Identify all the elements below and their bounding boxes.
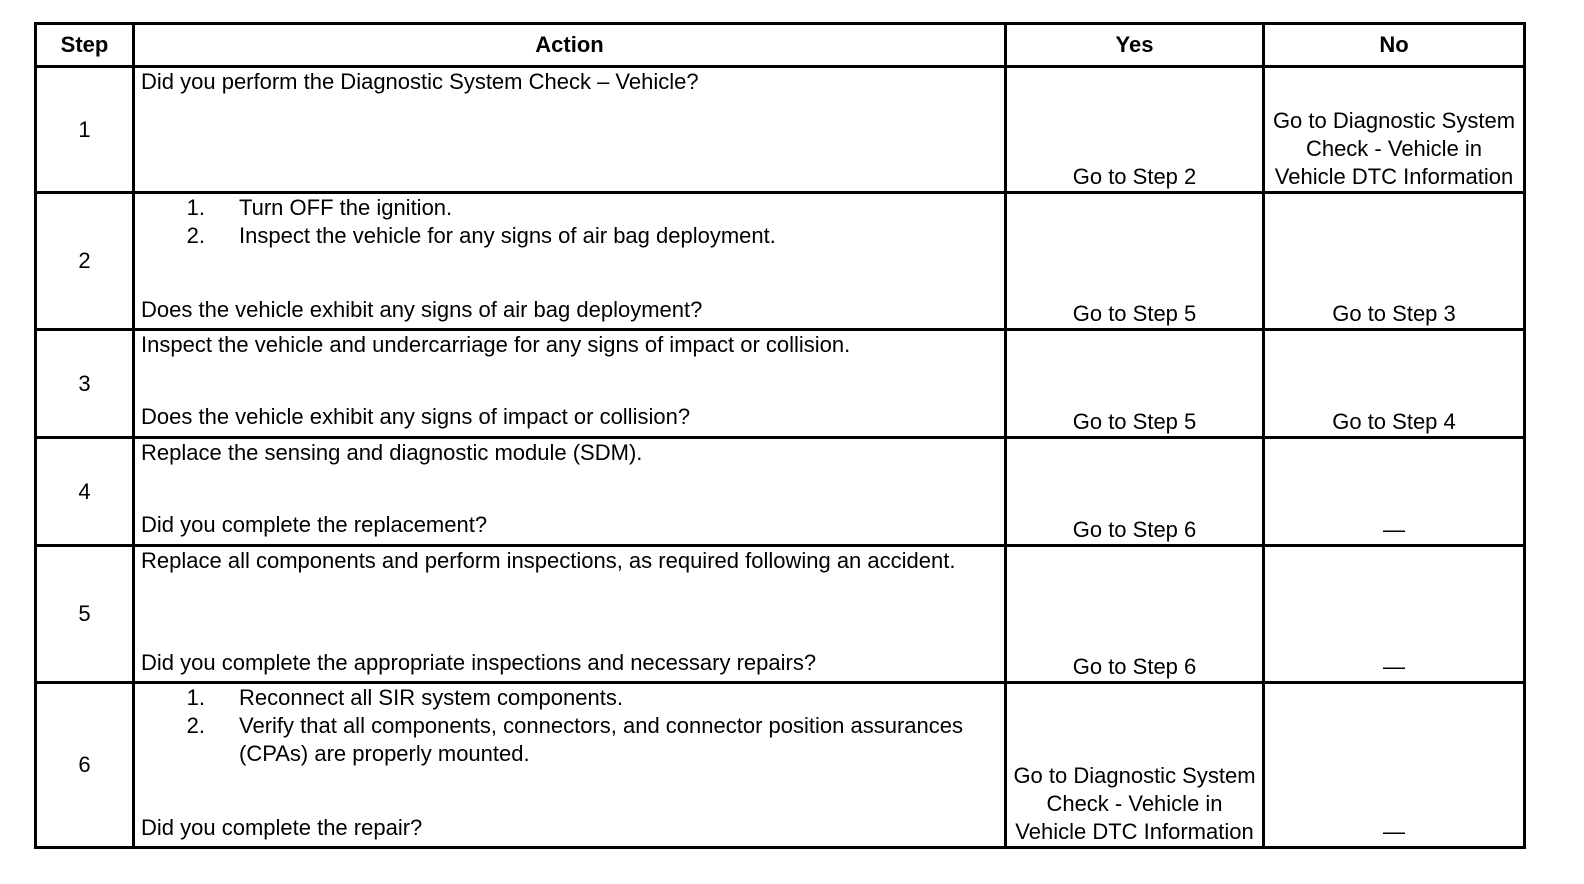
table-row bbox=[36, 546, 1525, 683]
yes-cell: Go to Diagnostic System Check - Vehicle in Vehicle DTC Information bbox=[1006, 683, 1264, 848]
header-action: Action bbox=[134, 24, 1006, 67]
action-question: Does the vehicle exhibit any signs of air bag deployment? bbox=[141, 297, 703, 322]
table-row bbox=[36, 67, 1525, 193]
list-item-number: 1. bbox=[186, 195, 205, 220]
yes-cell: Go to Step 5 bbox=[1006, 193, 1264, 330]
no-cell: — bbox=[1264, 683, 1525, 848]
action-intro: Replace the sensing and diagnostic module (SDM). bbox=[141, 440, 643, 465]
action-intro: Did you perform the Diagnostic System Check – Vehicle? bbox=[141, 69, 699, 94]
step-number: 3 bbox=[36, 330, 134, 438]
yes-cell: Go to Step 5 bbox=[1006, 330, 1264, 438]
header-yes: Yes bbox=[1006, 24, 1264, 67]
header-step: Step bbox=[36, 24, 134, 67]
action-question: Did you complete the replacement? bbox=[141, 512, 488, 537]
action-cell bbox=[134, 546, 1006, 683]
step-number: 6 bbox=[36, 683, 134, 848]
list-item-text: Verify that all components, connectors, and connector position assurances (CPAs) are properly mounted. bbox=[239, 713, 963, 766]
action-question: Did you complete the appropriate inspections and necessary repairs? bbox=[141, 650, 817, 675]
list-item-text: Turn OFF the ignition. bbox=[239, 195, 453, 220]
no-cell: Go to Diagnostic System Check - Vehicle in Vehicle DTC Information bbox=[1264, 67, 1525, 193]
diagnostic-table bbox=[34, 22, 1526, 849]
table-row bbox=[36, 438, 1525, 546]
step-number: 2 bbox=[36, 193, 134, 330]
list-item-text: Inspect the vehicle for any signs of air bag deployment. bbox=[239, 223, 776, 248]
action-cell bbox=[134, 683, 1006, 848]
list-item-number: 2. bbox=[186, 223, 205, 248]
step-number: 1 bbox=[36, 67, 134, 193]
action-cell bbox=[134, 330, 1006, 438]
action-intro: Replace all components and perform inspections, as required following an accident. bbox=[141, 548, 956, 573]
action-list bbox=[141, 194, 998, 250]
list-item-number: 1. bbox=[186, 685, 205, 710]
yes-cell: Go to Step 6 bbox=[1006, 546, 1264, 683]
action-cell bbox=[134, 438, 1006, 546]
action-list bbox=[141, 684, 998, 768]
no-cell: — bbox=[1264, 546, 1525, 683]
table-row bbox=[36, 683, 1525, 848]
list-item bbox=[141, 222, 998, 250]
action-cell bbox=[134, 67, 1006, 193]
action-intro: Inspect the vehicle and undercarriage for any signs of impact or collision. bbox=[141, 332, 851, 357]
no-cell: Go to Step 4 bbox=[1264, 330, 1525, 438]
list-item-number: 2. bbox=[186, 713, 205, 738]
action-question: Did you complete the repair? bbox=[141, 815, 423, 840]
table-row bbox=[36, 330, 1525, 438]
list-item bbox=[141, 712, 998, 768]
header-row bbox=[36, 24, 1525, 67]
list-item bbox=[141, 684, 998, 712]
action-cell bbox=[134, 193, 1006, 330]
header-no: No bbox=[1264, 24, 1525, 67]
step-number: 4 bbox=[36, 438, 134, 546]
no-cell: Go to Step 3 bbox=[1264, 193, 1525, 330]
yes-cell: Go to Step 2 bbox=[1006, 67, 1264, 193]
list-item-text: Reconnect all SIR system components. bbox=[239, 685, 623, 710]
table-row bbox=[36, 193, 1525, 330]
list-item bbox=[141, 194, 998, 222]
step-number: 5 bbox=[36, 546, 134, 683]
action-question: Does the vehicle exhibit any signs of impact or collision? bbox=[141, 404, 691, 429]
no-cell: — bbox=[1264, 438, 1525, 546]
yes-cell: Go to Step 6 bbox=[1006, 438, 1264, 546]
